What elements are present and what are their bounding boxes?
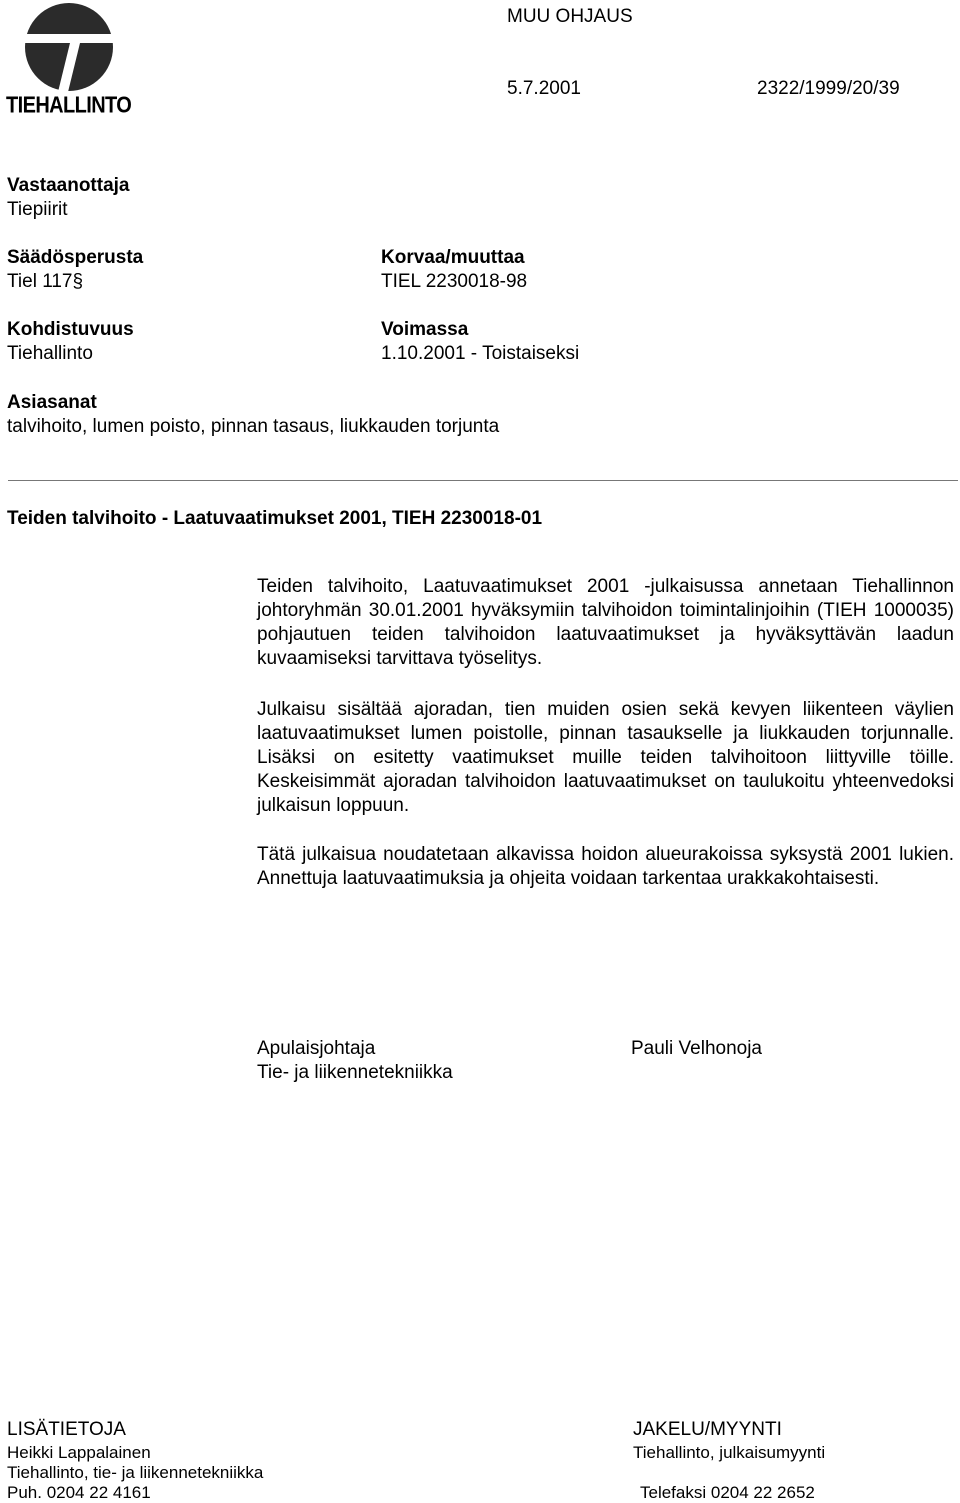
distribution-organization: Tiehallinto, julkaisumyynti: [633, 1443, 826, 1462]
keywords-value: talvihoito, lumen poisto, pinnan tasaus, liukkauden torjunta: [7, 416, 500, 437]
recipient-value: Tiepiirit: [7, 199, 68, 220]
legal-basis-label: Säädösperusta: [7, 247, 144, 268]
scope-value: Tiehallinto: [7, 343, 93, 364]
recipient-label: Vastaanottaja: [7, 175, 130, 196]
replaces-label: Korvaa/muuttaa: [381, 247, 525, 268]
signatory-department: Tie- ja liikennetekniikka: [257, 1062, 453, 1083]
tiehallinto-emblem-icon: [6, 2, 132, 92]
keywords-label: Asiasanat: [7, 392, 97, 413]
document-number: 2322/1999/20/39: [757, 78, 900, 99]
distribution-fax: Telefaksi 0204 22 2652: [640, 1483, 815, 1502]
valid-value: 1.10.2001 - Toistaiseksi: [381, 343, 580, 364]
body-paragraph-1: Teiden talvihoito, Laatuvaatimukset 2001 -julkaisussa annetaan Tiehallinnon johtoryhmän 30.01.2001 hyväksymiin talvihoidon toimintalinjoihin (TIEH 1000035) pohjautuen teiden talvihoidon laatuvaatimukset ja hyväksyttävän laadun kuvaamiseksi tarvittava työselitys.: [257, 576, 954, 669]
body-paragraph-3: Tätä julkaisua noudatetaan alkavissa hoidon alueurakoissa syksystä 2001 lukien. Annettuja laatuvaatimuksia ja ohjeita voidaan tarkentaa urakkakohtaisesti.: [257, 844, 954, 889]
document-title: Teiden talvihoito - Laatuvaatimukset 2001, TIEH 2230018-01: [7, 508, 543, 529]
horizontal-divider: [8, 480, 958, 481]
distribution-label: JAKELU/MYYNTI: [633, 1419, 782, 1440]
logo-wordmark: TIEHALLINTO: [6, 93, 132, 119]
info-label: LISÄTIETOJA: [7, 1419, 126, 1440]
signatory-title: Apulaisjohtaja: [257, 1038, 376, 1059]
signatory-name: Pauli Velhonoja: [631, 1038, 762, 1059]
contact-name: Heikki Lappalainen: [7, 1443, 151, 1462]
tiehallinto-logo: [6, 2, 132, 119]
contact-phone: Puh. 0204 22 4161: [7, 1483, 151, 1502]
contact-organization: Tiehallinto, tie- ja liikennetekniikka: [7, 1463, 264, 1482]
document-type: MUU OHJAUS: [507, 6, 633, 27]
scope-label: Kohdistuvuus: [7, 319, 134, 340]
legal-basis-value: Tiel 117§: [7, 271, 84, 292]
body-paragraph-2: Julkaisu sisältää ajoradan, tien muiden osien sekä kevyen liikenteen väylien laatuvaatimukset lumen poistolle, pinnan tasaukselle ja liukkauden torjunnalle. Lisäksi on esitetty vaatimukset muille teiden talvihoitoon liittyville töille. Keskeisimmät ajoradan talvihoidon laatuvaatimukset on taulukoitu yhteenvedoksi julkaisun loppuun.: [257, 699, 954, 816]
replaces-value: TIEL 2230018-98: [381, 271, 528, 292]
valid-label: Voimassa: [381, 319, 469, 340]
document-date: 5.7.2001: [507, 78, 581, 99]
